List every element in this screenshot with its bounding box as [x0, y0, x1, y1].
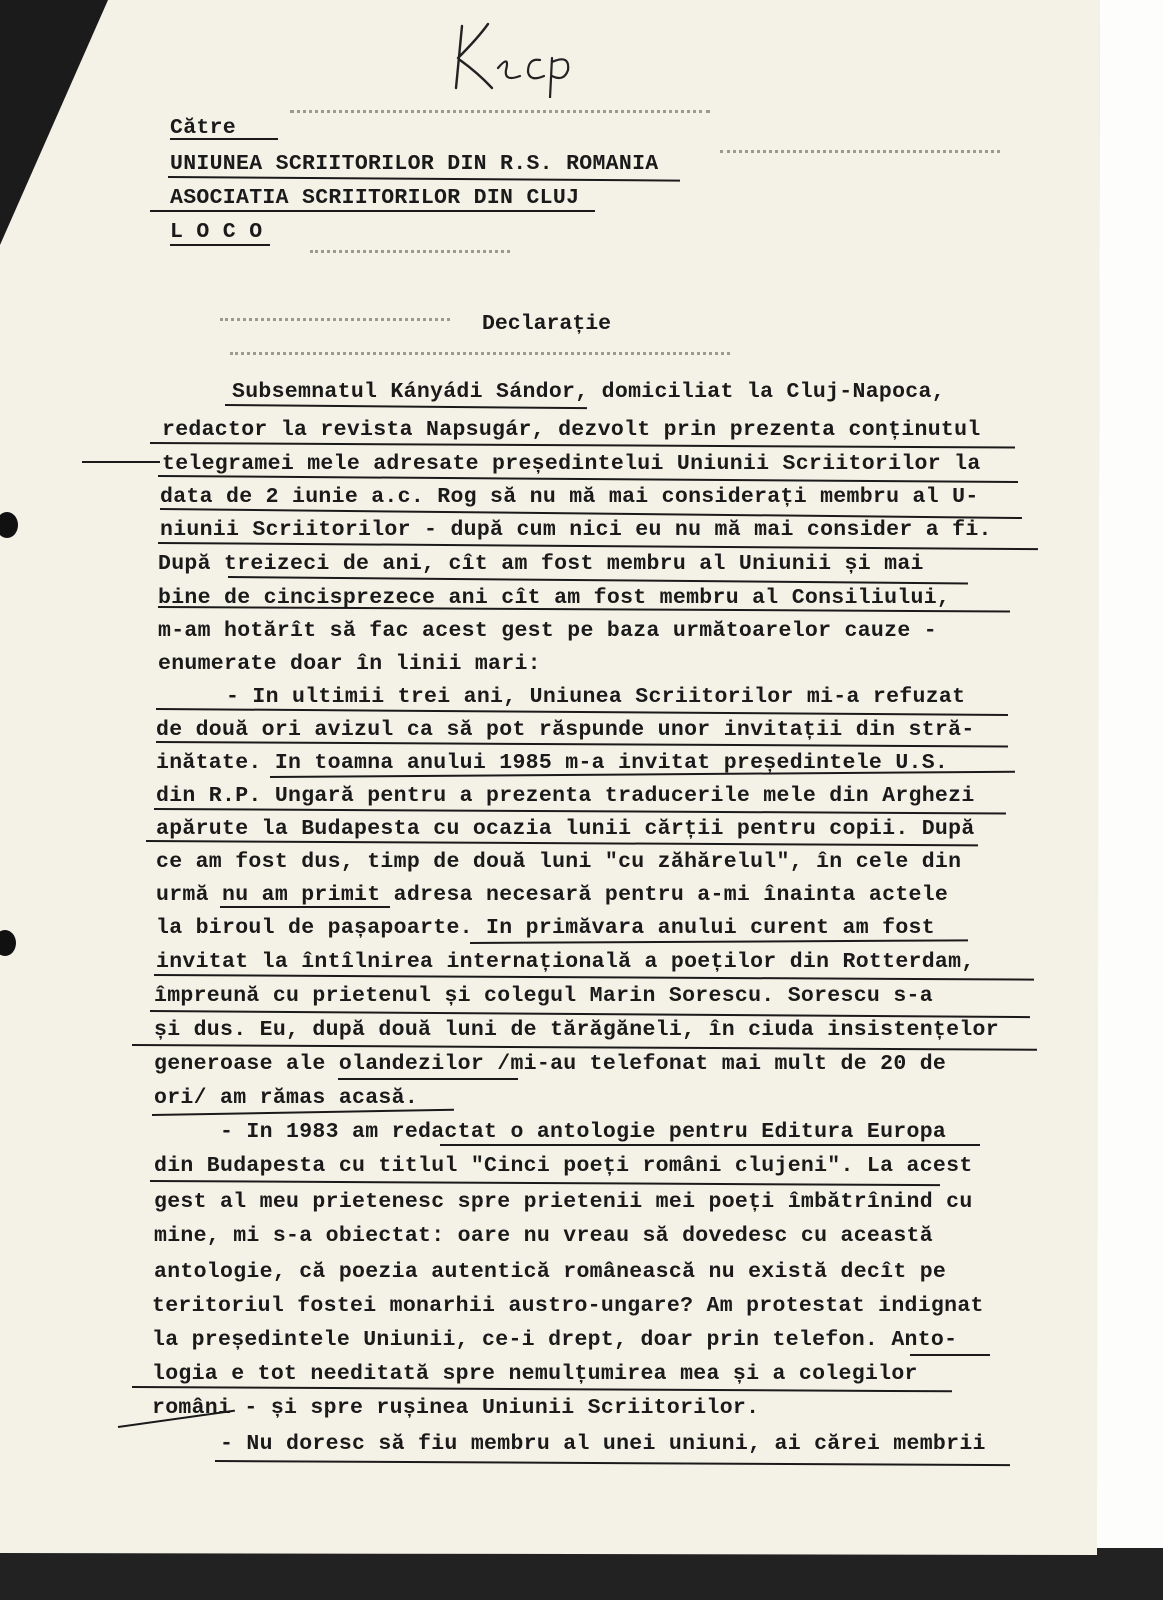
- address-line: UNIUNEA SCRIITORILOR DIN R.S. ROMANIA: [170, 152, 659, 176]
- show-through-mark: [220, 318, 450, 321]
- body-line: români - și spre rușinea Uniunii Scriitorilor.: [152, 1396, 760, 1420]
- body-line: telegramei mele adresate președintelui Uniunii Scriitorilor la: [162, 452, 981, 476]
- show-through-mark: [720, 150, 1000, 153]
- body-line: ce am fost dus, timp de două luni "cu zăhărelul", în cele din: [156, 850, 962, 874]
- hand-underline: [150, 210, 595, 212]
- hand-underline: [440, 1144, 980, 1146]
- body-line: generoase ale olandezilor /mi-au telefonat mai mult de 20 de: [154, 1052, 947, 1076]
- hand-underline: [338, 1078, 518, 1080]
- body-line: urmă nu am primit adresa necesară pentru a-mi înainta actele: [156, 883, 949, 907]
- body-line: bine de cincisprezece ani cît am fost membru al Consiliului,: [158, 586, 951, 610]
- show-through-mark: [230, 352, 730, 355]
- body-line: mine, mi s-a obiectat: oare nu vreau să dovedesc cu această: [154, 1224, 933, 1248]
- body-line: din Budapesta cu titlul "Cinci poeți români clujeni". La acest: [154, 1154, 973, 1178]
- hand-underline: [220, 906, 390, 908]
- body-line: - Nu doresc să fiu membru al unei uniuni, ai cărei membrii: [220, 1432, 986, 1456]
- body-line: data de 2 iunie a.c. Rog să nu mă mai considerați membru al U-: [160, 485, 979, 509]
- address-line: ASOCIATIA SCRIITORILOR DIN CLUJ: [170, 186, 580, 210]
- address-line: L O C O: [170, 220, 263, 244]
- body-line: la președintele Uniunii, ce-i drept, doar prin telefon. Anto-: [152, 1328, 958, 1352]
- body-line: apărute la Budapesta cu ocazia lunii cărții pentru copii. După: [156, 817, 975, 841]
- handwritten-note: [448, 18, 588, 98]
- body-line: redactor la revista Napsugár, dezvolt prin prezenta conținutul: [162, 418, 981, 442]
- body-line: din R.P. Ungară pentru a prezenta traducerile mele din Arghezi: [156, 784, 975, 808]
- document-title: Declarație: [482, 312, 612, 336]
- show-through-mark: [290, 110, 710, 113]
- body-line: împreună cu prietenul și colegul Marin Sorescu. Sorescu s-a: [154, 984, 933, 1008]
- body-line: - In ultimii trei ani, Uniunea Scriitorilor mi-a refuzat: [226, 685, 966, 709]
- scan-background-bottom: [0, 1548, 1163, 1600]
- body-line: și dus. Eu, după două luni de tărăgăneli, în ciuda insistențelor: [154, 1018, 999, 1042]
- body-line: gest al meu prietenesc spre prietenii mei poeți îmbătrînind cu: [154, 1190, 973, 1214]
- hand-underline: [910, 1354, 990, 1356]
- body-line: m-am hotărît să fac acest gest pe baza următoarelor cauze -: [158, 619, 937, 643]
- hand-underline: [82, 461, 160, 463]
- body-line: enumerate doar în linii mari:: [158, 652, 541, 676]
- body-line: După treizeci de ani, cît am fost membru al Uniunii și mai: [158, 552, 924, 576]
- body-line: ori/ am rămas acasă.: [154, 1086, 419, 1110]
- hand-underline: [170, 244, 270, 246]
- address-recipient-prefix: Către: [170, 116, 237, 140]
- body-line: la biroul de pașapoarte. In primăvara anului curent am fost: [156, 916, 935, 940]
- hand-underline: [170, 138, 278, 140]
- body-line: - In 1983 am redactat o antologie pentru Editura Europa: [220, 1120, 947, 1144]
- scan-margin-right: [1100, 0, 1163, 1548]
- body-line: teritoriul fostei monarhii austro-ungare? Am protestat indignat: [152, 1294, 984, 1318]
- body-line: de două ori avizul ca să pot răspunde unor invitații din stră-: [156, 718, 975, 742]
- body-line: niunii Scriitorilor - după cum nici eu nu mă mai consider a fi.: [160, 518, 992, 542]
- body-line: antologie, că poezia autentică românească nu există decît pe: [154, 1260, 947, 1284]
- body-line: invitat la întîlnirea internațională a poeților din Rotterdam,: [156, 950, 975, 974]
- body-line: logia e tot needitată spre nemulțumirea mea și a colegilor: [152, 1362, 918, 1386]
- show-through-mark: [310, 250, 510, 253]
- body-line: Subsemnatul Kányádi Sándor, domiciliat la Cluj-Napoca,: [232, 380, 945, 404]
- body-line: inătate. In toamna anului 1985 m-a invitat președintele U.S.: [156, 751, 949, 775]
